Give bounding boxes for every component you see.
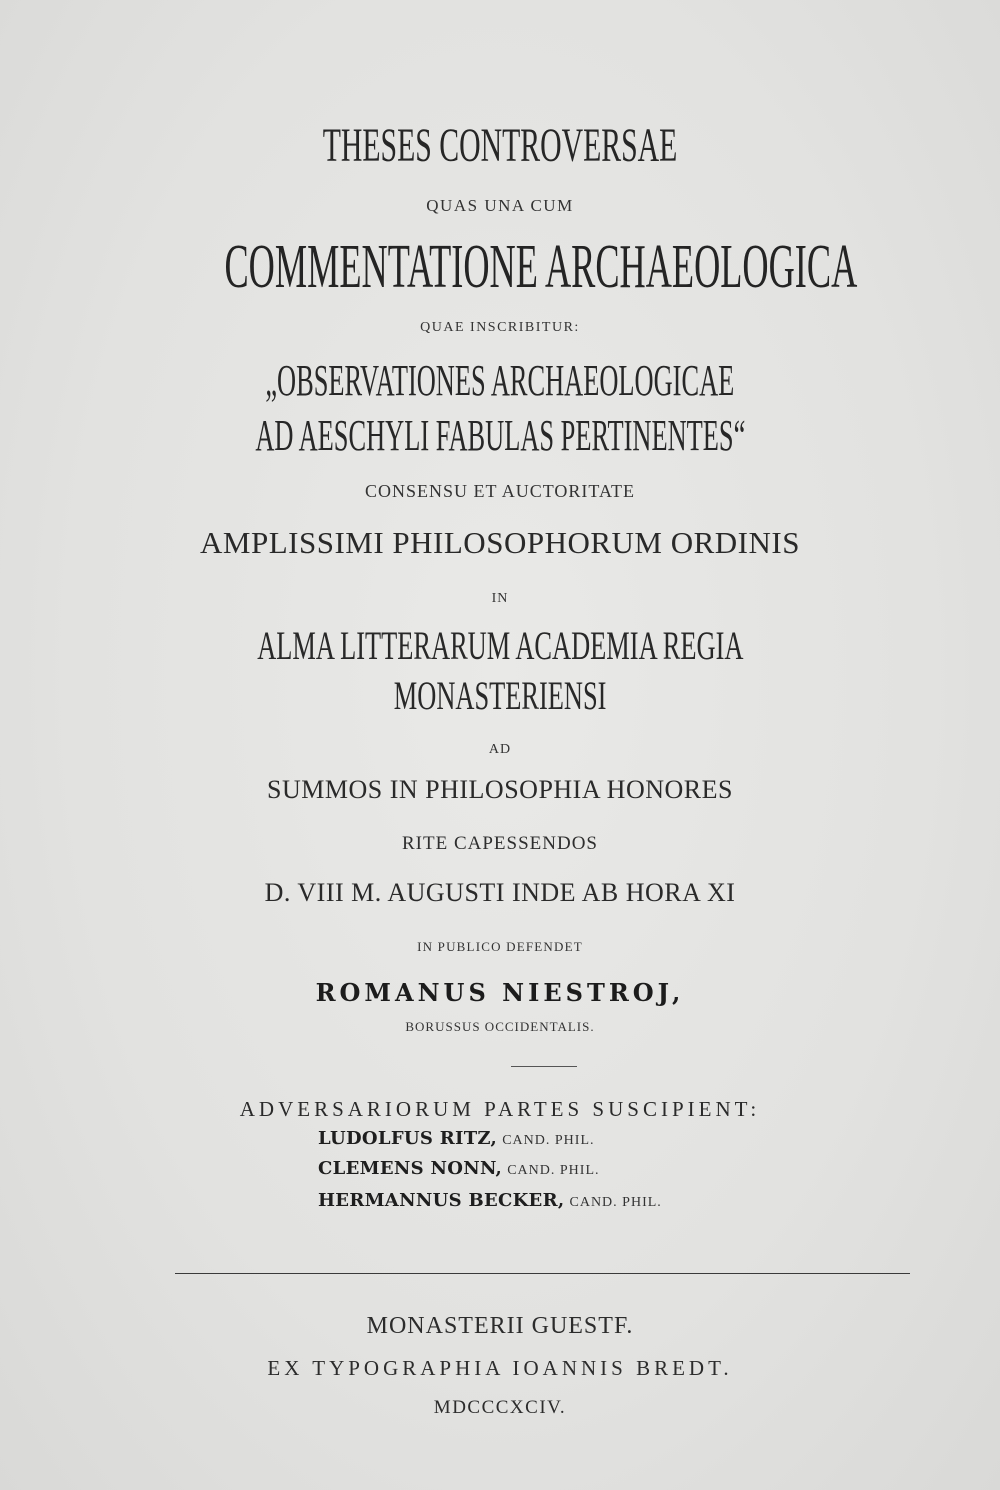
imprint-year-line [0,1397,1000,1419]
short-divider [511,1066,577,1067]
dissertation-title-line2: AD AESCHYLI FABULAS PERTINENTES“ [254,411,745,460]
connector-text: QUAS UNA CUM [426,196,574,215]
dissertation-title-line1: „OBSERVATIONES ARCHAEOLOGICAE [265,356,735,405]
inscribitur-text: QUAE INSCRIBITUR: [420,320,580,335]
defendet-text: IN PUBLICO DEFENDET [417,939,583,954]
title-line-commentatione [0,232,1000,303]
capessendos-text: RITE CAPESSENDOS [402,833,598,854]
title-line-quae [0,316,1000,336]
imprint-place-line [0,1313,1000,1340]
respondent-row [318,1190,662,1211]
monasteriensi-text: MONASTERIENSI [393,673,607,718]
respondent-name: HERMANNUS BECKER, [318,1190,565,1211]
defense-date-text: D. VIII M. AUGUSTI INDE AB HORA XI [264,878,736,907]
imprint-year: MDCCCXCIV. [433,1397,567,1418]
imprint-printer-line [0,1356,1000,1381]
respondent-title: CAND. PHIL. [502,1133,595,1148]
respondents-heading-line [0,1097,1000,1122]
long-divider [175,1273,910,1274]
title-line-summos [0,775,1000,805]
commentatione-title: COMMENTATIONE ARCHAEOLOGICA [224,233,858,301]
in-text: IN [491,591,509,606]
title-line-rite [0,833,1000,855]
title-line-date [0,878,1000,908]
title-line-consensu [0,481,1000,502]
title-line-theses [0,118,1000,173]
title-line-ad [0,738,1000,758]
title-line-monasteriensi [0,672,1000,719]
honores-text: SUMMOS IN PHILOSOPHIA HONORES [267,775,733,804]
consensu-text: CONSENSU ET AUCTORITATE [365,481,635,501]
title-line-quas [0,196,1000,216]
title-line-publico [0,936,1000,955]
title-line-aeschyli [0,410,1000,461]
respondent-row [318,1158,600,1179]
academia-text: ALMA LITTERARUM ACADEMIA REGIA [256,623,744,668]
ad-text: AD [488,742,512,757]
respondent-row [318,1128,595,1149]
respondent-title: CAND. PHIL. [569,1195,662,1210]
title-line-observationes [0,355,1000,406]
title-line-amplissimi [0,525,1000,561]
author-name: ROMANUS NIESTROJ, [315,978,685,1007]
main-title: THESES CONTROVERSAE [322,119,678,172]
author-origin: BORUSSUS OCCIDENTALIS. [405,1019,595,1034]
author-origin-line [0,1016,1000,1035]
title-line-in [0,587,1000,607]
respondent-name: CLEMENS NONN, [318,1158,503,1179]
imprint-printer: EX TYPOGRAPHIA IOANNIS BREDT. [267,1356,733,1380]
title-line-alma [0,622,1000,669]
respondent-title: CAND. PHIL. [507,1163,600,1178]
ordo-text: AMPLISSIMI PHILOSOPHORUM ORDINIS [200,525,800,560]
respondents-heading: ADVERSARIORUM PARTES SUSCIPIENT: [239,1097,761,1121]
author-line [0,978,1000,1007]
imprint-place: MONASTERII GUESTF. [366,1313,634,1339]
respondent-name: LUDOLFUS RITZ, [318,1128,498,1149]
